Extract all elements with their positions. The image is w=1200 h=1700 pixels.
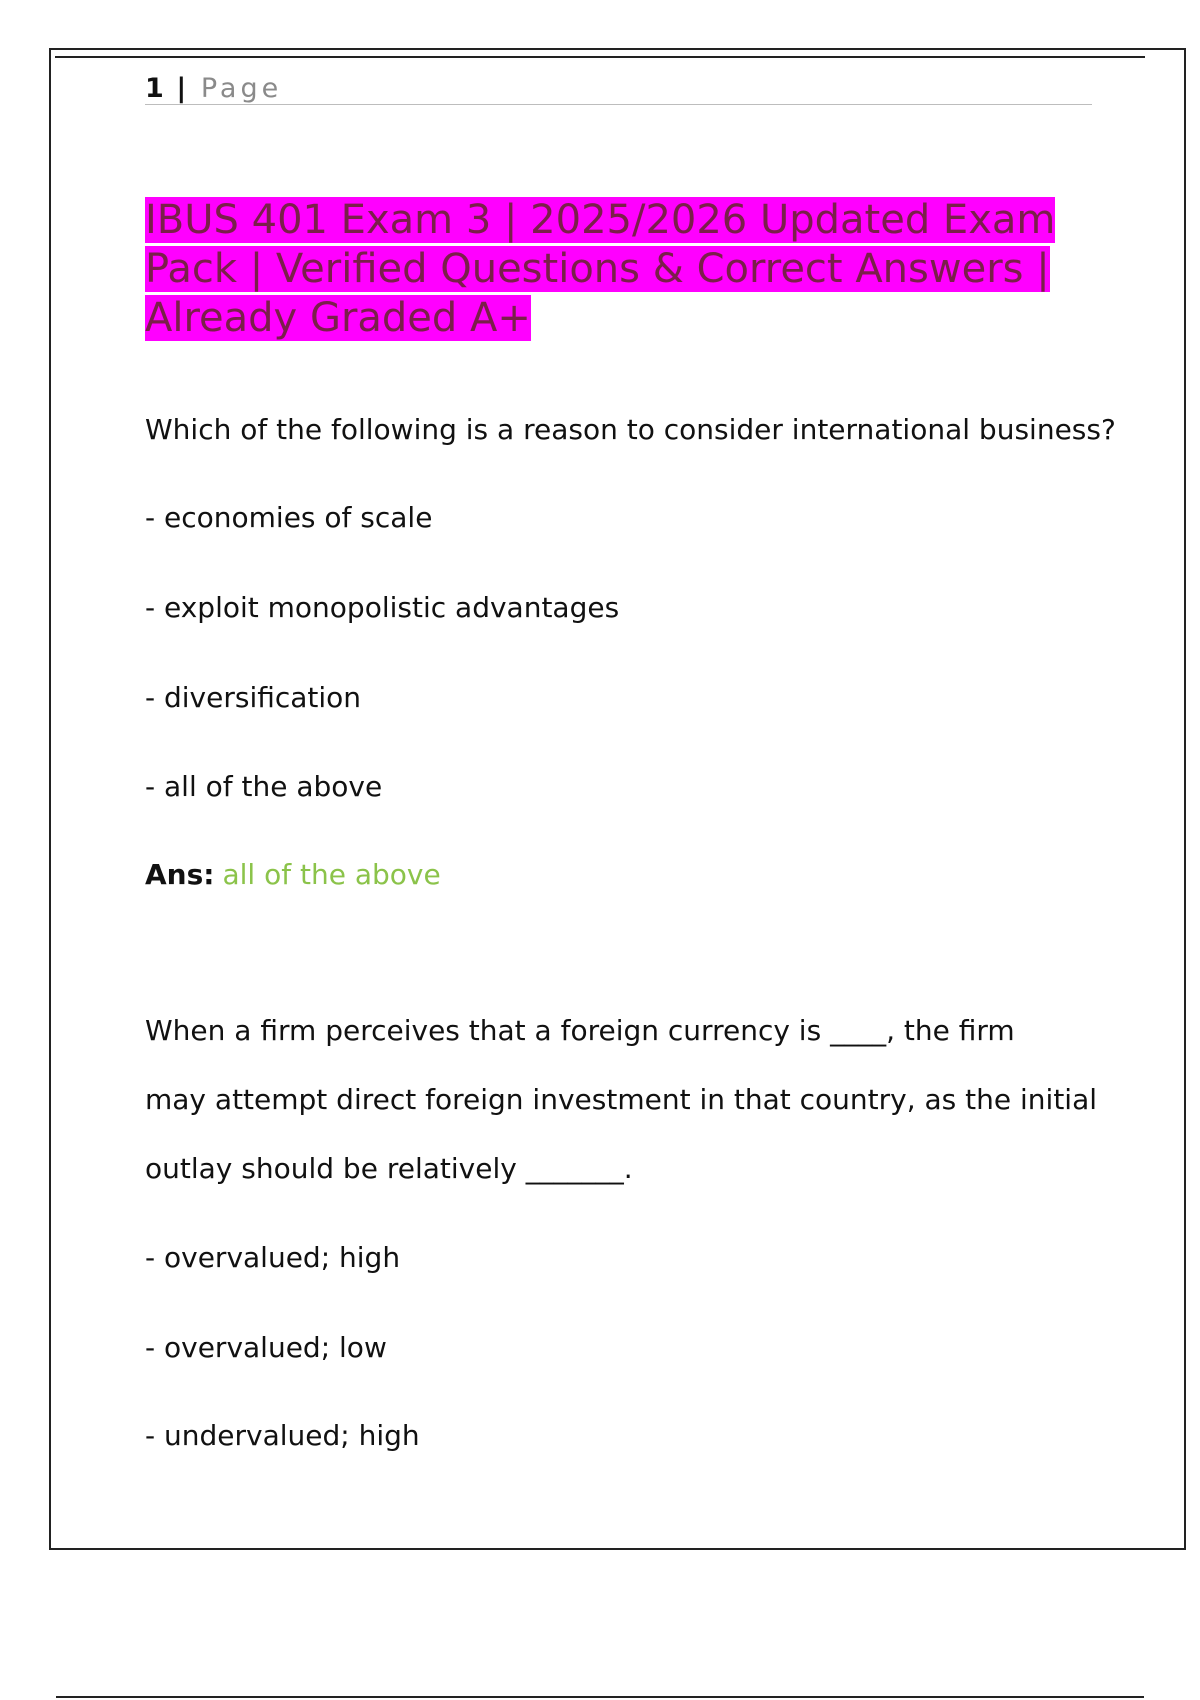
question-1-option-4: - all of the above	[145, 770, 383, 803]
question-1-answer	[145, 858, 441, 892]
question-2-text-line-3: outlay should be relatively _______.	[145, 1152, 633, 1185]
question-2-text-line-2: may attempt direct foreign investment in that country, as the initial	[145, 1083, 1098, 1116]
question-1-option-3: - diversification	[145, 681, 362, 714]
document-title-text: IBUS 401 Exam 3 | 2025/2026 Updated Exam Pack | Verified Questions & Correct Answers | Already Graded A+	[145, 197, 1056, 341]
question-2-option-3: - undervalued; high	[145, 1419, 420, 1452]
question-1-option-2: - exploit monopolistic advantages	[145, 591, 620, 624]
question-1-text: Which of the following is a reason to consider international business?	[145, 413, 1116, 446]
page-separator: |	[176, 73, 187, 104]
question-1-option-1: - economies of scale	[145, 501, 433, 534]
page-number: 1	[145, 73, 164, 104]
question-2-option-1: - overvalued; high	[145, 1241, 401, 1274]
bottom-rule	[56, 1696, 1144, 1698]
question-2-text-line-1: When a firm perceives that a foreign currency is ____, the firm	[145, 1014, 1015, 1047]
page-label: Page	[200, 73, 283, 104]
question-2-option-2: - overvalued; low	[145, 1331, 387, 1364]
page-header	[145, 74, 1092, 105]
top-rule	[55, 56, 1145, 58]
answer-value: all of the above	[222, 858, 441, 891]
answer-label: Ans:	[145, 858, 215, 891]
document-title	[145, 196, 1090, 343]
